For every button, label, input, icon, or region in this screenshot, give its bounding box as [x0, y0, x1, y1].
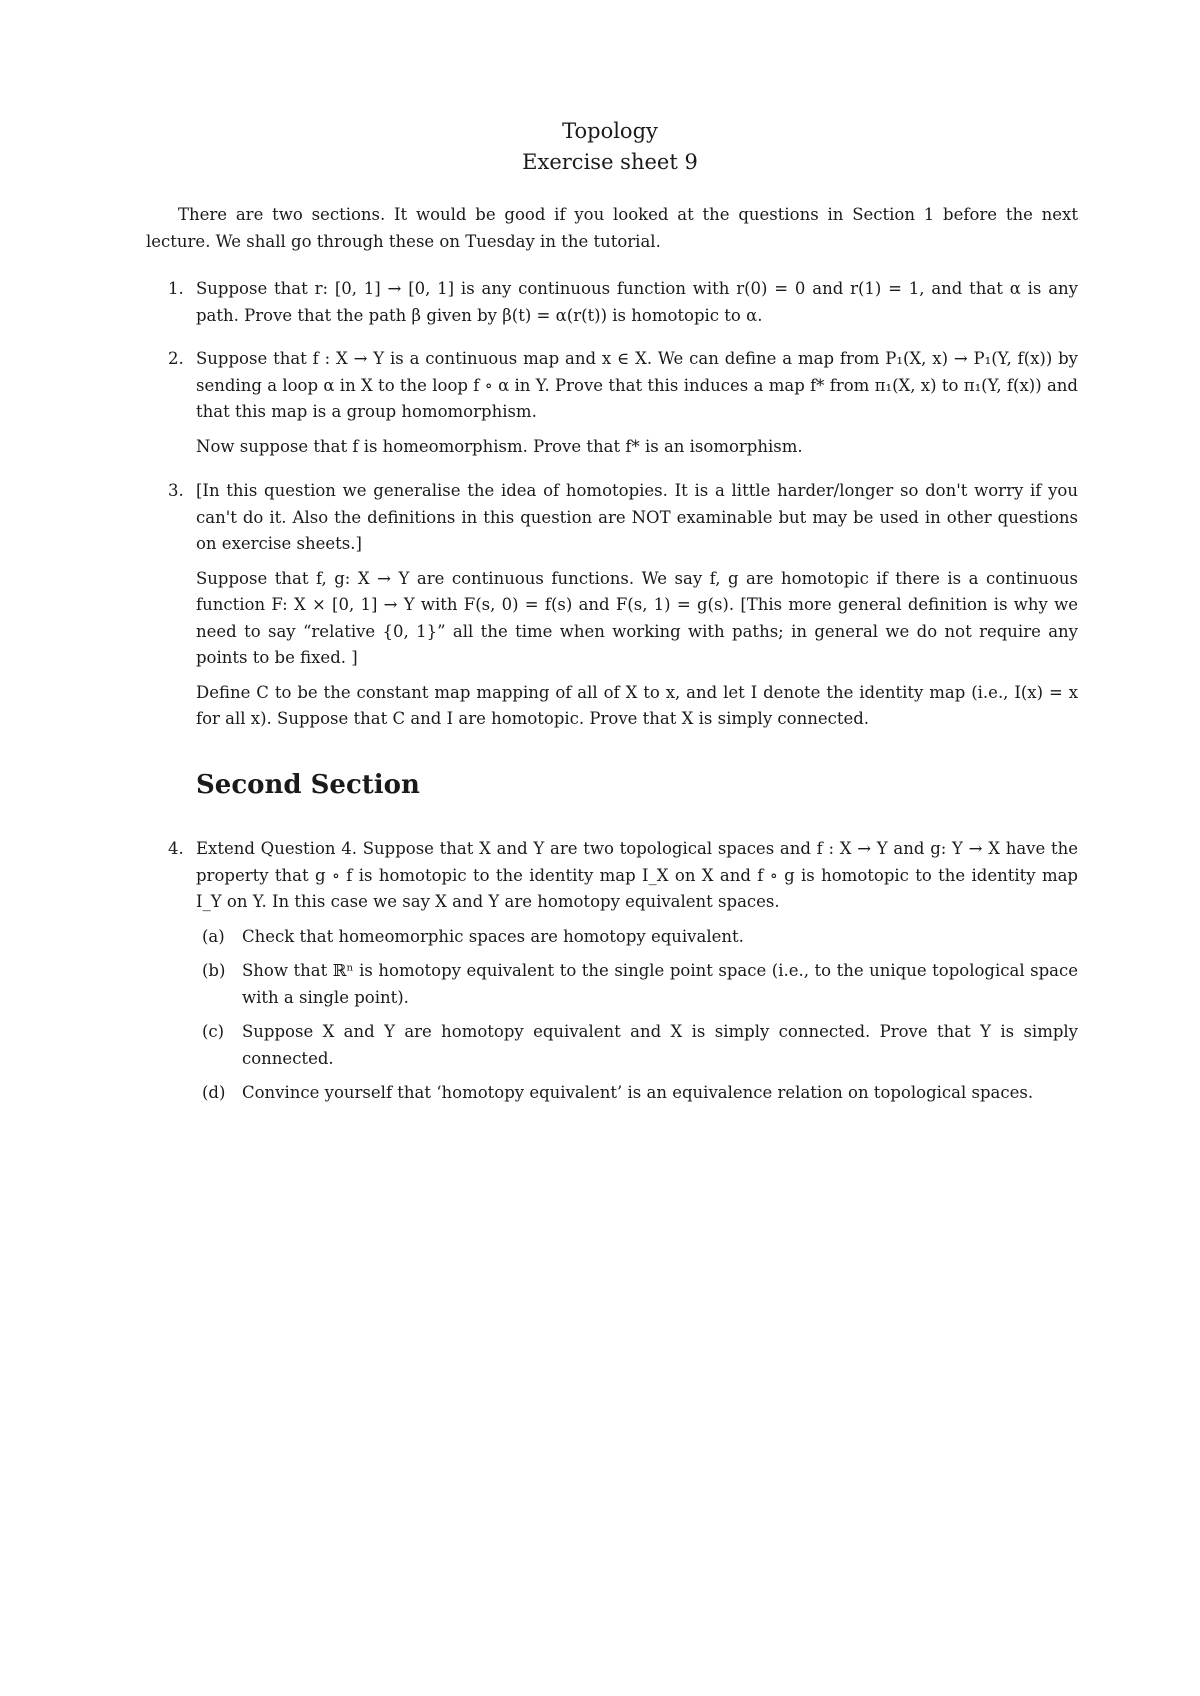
subquestion-a — [196, 924, 1078, 951]
question-content — [196, 836, 1078, 1107]
question-paragraph: Define C to be the constant map mapping of all of X to x, and let I denote the identity map (i.e., I(x) = x for all x). Suppose that C and I are homotopic. Prove that X is simply connected. — [196, 682, 1078, 728]
question-2 — [146, 346, 1078, 468]
question-4 — [146, 836, 1078, 1115]
subquestion-label: (d) — [202, 1083, 226, 1102]
question-paragraph: Suppose that f : X → Y is a continuous map and x ∈ X. We can define a map from P₁(X, x) → P₁(Y, f(x)) by sending a loop α in X to the loop f ∘ α in Y. Prove that this induces a map f* from π₁(X, x) to π₁(Y, f(x)) and that this map is a group homomorphism. — [196, 349, 1078, 421]
subquestion-d — [196, 1080, 1078, 1107]
subquestion-label: (c) — [202, 1022, 225, 1041]
intro-paragraph: There are two sections. It would be good if you looked at the questions in Section 1 before the next lecture. We shall go through these on Tuesday in the tutorial. — [146, 205, 1078, 251]
subquestion-text: Show that ℝⁿ is homotopy equivalent to the single point space (i.e., to the unique topological space with a single point). — [242, 961, 1078, 1007]
question-paragraph: Extend Question 4. Suppose that X and Y are two topological spaces and f : X → Y and g: Y → X have the property that g ∘ f is homotopic to the identity map I_X on X and f ∘ g is homotopic to the identity map I_Y on Y. In this case we say X and Y are homotopy equivalent spaces. — [196, 839, 1078, 911]
question-content — [196, 276, 1078, 329]
subquestion-text: Check that homeomorphic spaces are homotopy equivalent. — [242, 926, 744, 946]
subquestion-text: Suppose X and Y are homotopy equivalent and X is simply connected. Prove that Y is simply connected. — [242, 1022, 1078, 1068]
question-number: 1. — [168, 279, 184, 298]
subquestion-list — [196, 924, 1078, 1107]
question-1 — [146, 276, 1078, 337]
question-paragraph: [In this question we generalise the idea of homotopies. It is a little harder/longer so don't worry if you can't do it. Also the definitions in this question are NOT examinable but may be used in other questions on exercise sheets.] — [196, 481, 1078, 553]
document-subtitle: Exercise sheet 9 — [522, 150, 698, 174]
question-3 — [146, 478, 1078, 741]
section-heading: Second Section — [196, 770, 420, 800]
subquestion-c — [196, 1019, 1078, 1072]
question-content — [196, 478, 1078, 733]
question-content — [196, 346, 1078, 460]
question-number: 4. — [168, 839, 184, 858]
question-paragraph: Suppose that r: [0, 1] → [0, 1] is any continuous function with r(0) = 0 and r(1) = 1, and that α is any path. Prove that the path β given by β(t) = α(r(t)) is homotopic to α. — [196, 279, 1078, 325]
subquestion-b — [196, 958, 1078, 1011]
subquestion-label: (b) — [202, 961, 226, 980]
question-paragraph: Now suppose that f is homeomorphism. Prove that f* is an isomorphism. — [196, 436, 803, 456]
title-block — [0, 116, 1200, 178]
subquestion-text: Convince yourself that ‘homotopy equivalent’ is an equivalence relation on topological spaces. — [242, 1083, 1034, 1102]
question-number: 3. — [168, 481, 184, 500]
question-number: 2. — [168, 349, 184, 368]
subquestion-label: (a) — [202, 926, 225, 946]
question-paragraph: Suppose that f, g: X → Y are continuous functions. We say f, g are homotopic if there is a continuous function F: X × [0, 1] → Y with F(s, 0) = f(s) and F(s, 1) = g(s). [This more general definition is why we need to say “relative {0, 1}” all the time when working with paths; in general we do not require any points to be fixed. ] — [196, 568, 1078, 667]
document-title: Topology — [562, 119, 658, 143]
